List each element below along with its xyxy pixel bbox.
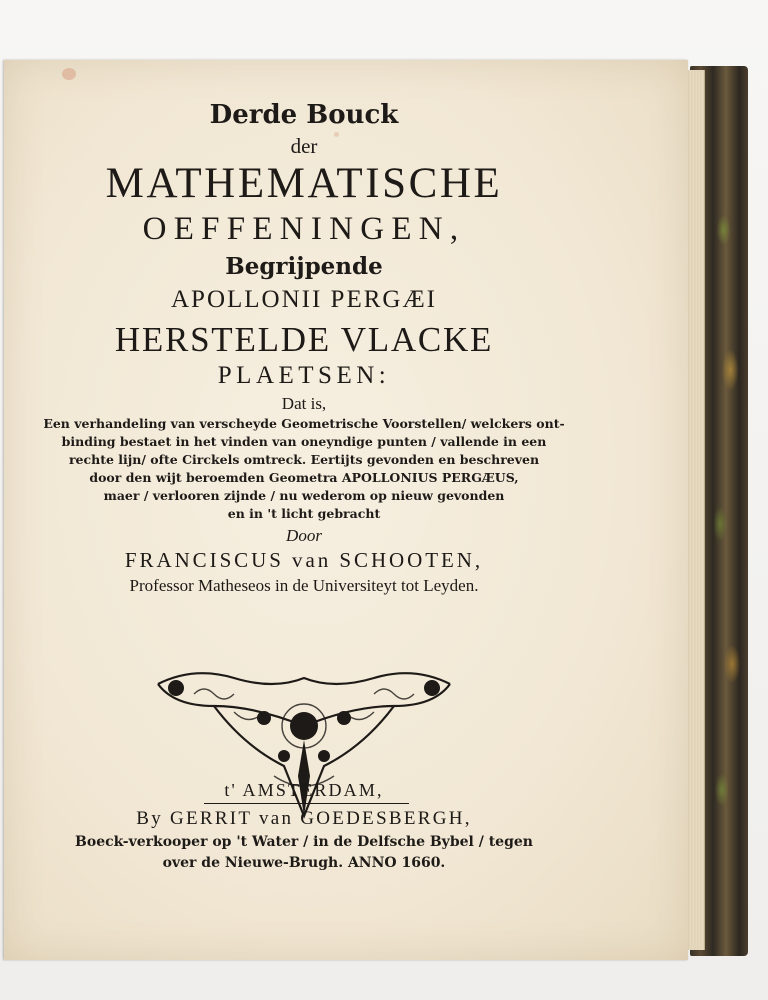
subtitle-line2: PLAETSEN: — [217, 362, 391, 389]
title-page — [4, 60, 688, 960]
foxing-spot — [62, 68, 76, 80]
imprint-printer: By GERRIT van GOEDESBERGH, — [136, 808, 472, 829]
description-line: rechte lijn/ ofte Circkels omtreck. Eertijts gevonden en beschreven — [68, 452, 540, 467]
imprint-address-line1: Boeck-verkooper op 't Water / in de Delfsche Bybel / tegen — [75, 834, 533, 850]
description-line: Een verhandeling van verscheyde Geometrische Voorstellen/ welckers ont- — [43, 416, 565, 431]
imprint-address-line2: over de Nieuwe-Brugh. ANNO 1660. — [162, 855, 446, 871]
main-title-line2: OEFFENINGEN, — [142, 211, 466, 247]
marbled-cover-pattern — [710, 160, 744, 860]
volume-heading: Derde Bouck — [209, 100, 399, 130]
description-line: maer / verlooren zijnde / nu wederom op nieuw gevonden — [103, 488, 505, 503]
author-name: FRANCISCUS van SCHOOTEN, — [124, 548, 484, 572]
main-title-line1: MATHEMATISCHE — [105, 160, 503, 207]
imprint-rule — [204, 803, 409, 804]
dat-is-line: Dat is, — [281, 394, 327, 413]
der-line: der — [290, 134, 318, 158]
description-line: binding bestaet in het vinden van oneyndige punten / vallende in een — [61, 434, 547, 449]
door-line: Door — [286, 526, 322, 545]
subtitle-line1: HERSTELDE VLACKE — [114, 320, 494, 359]
printer-ornament — [154, 666, 454, 831]
begrijpende-line: Begrijpende — [225, 253, 383, 280]
author-title: Professor Matheseos in de Universiteyt tot Leyden. — [129, 576, 479, 595]
description-line: en in 't licht gebracht — [227, 506, 381, 521]
description-line: door den wijt beroemden Geometra APOLLONIUS PERGÆUS, — [89, 470, 519, 485]
subject-line: APOLLONII PERGÆI — [170, 286, 438, 313]
imprint-city: t' AMSTERDAM, — [224, 780, 384, 800]
